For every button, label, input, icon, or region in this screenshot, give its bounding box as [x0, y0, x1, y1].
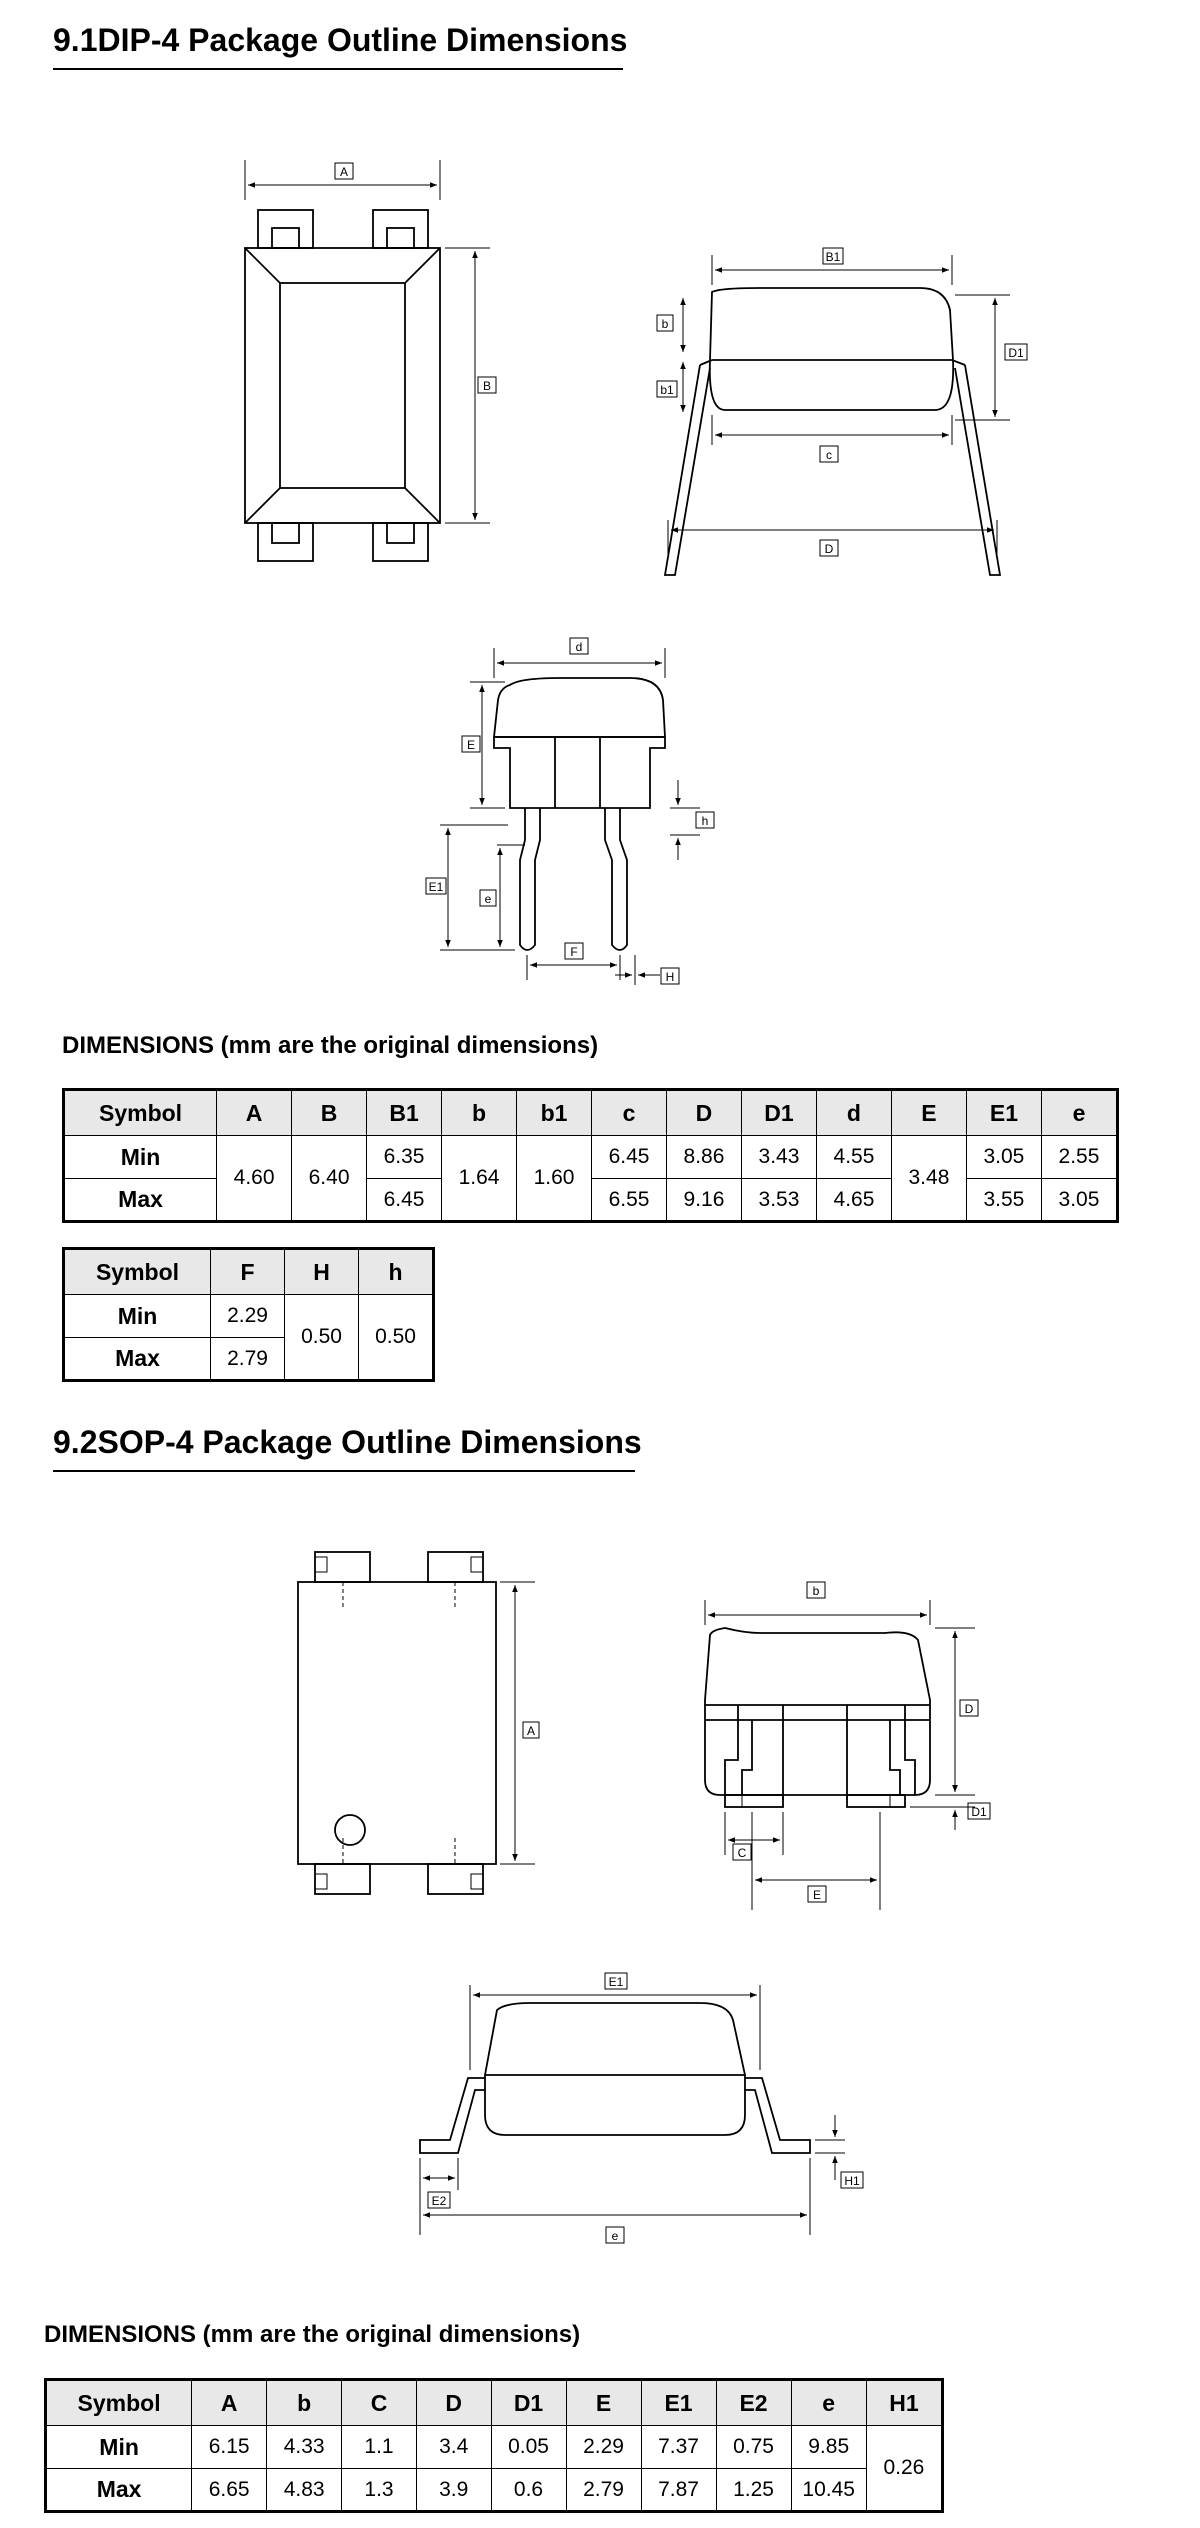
header-cell: b — [442, 1090, 517, 1136]
dim-label-B1: B1 — [825, 250, 841, 264]
dim-label-E: E — [466, 738, 476, 752]
table-header-row — [46, 2380, 943, 2426]
cell-D1-min: 0.05 — [491, 2426, 566, 2469]
cell-B: 6.40 — [292, 1136, 367, 1222]
title-underline — [53, 1470, 635, 1472]
header-cell: B — [292, 1090, 367, 1136]
dim-label-B: B — [482, 379, 492, 393]
header-cell: Symbol — [64, 1249, 211, 1295]
dim-label-E1: E1 — [608, 1975, 624, 1989]
header-cell: e — [1041, 1090, 1117, 1136]
cell-E1-max: 7.87 — [641, 2469, 716, 2512]
row-label-max: Max — [64, 1338, 211, 1381]
dip4-outline-drawing — [0, 0, 1200, 1000]
cell-E2-min: 0.75 — [716, 2426, 791, 2469]
dim-label-c: c — [826, 448, 832, 462]
header-cell: E — [891, 1090, 966, 1136]
dimensions-title-dip4: DIMENSIONS (mm are the original dimensions) — [62, 1032, 599, 1059]
cell-A-max: 6.65 — [192, 2469, 267, 2512]
row-label-min: Min — [64, 1295, 211, 1338]
cell-b-max: 4.83 — [267, 2469, 342, 2512]
header-cell: Symbol — [46, 2380, 192, 2426]
cell-B1-min: 6.35 — [367, 1136, 442, 1179]
dim-label-b: b — [661, 317, 669, 331]
cell-d-max: 4.65 — [816, 1179, 891, 1222]
dim-label-h: h — [701, 814, 709, 828]
cell-E2-max: 1.25 — [716, 2469, 791, 2512]
dim-label-b1: b1 — [660, 383, 674, 397]
cell-D-min: 8.86 — [667, 1136, 742, 1179]
cell-E1-max: 3.55 — [966, 1179, 1041, 1222]
header-cell: b — [267, 2380, 342, 2426]
header-cell: E — [566, 2380, 641, 2426]
dim-label-e: e — [611, 2229, 619, 2243]
cell-h: 0.50 — [359, 1295, 434, 1381]
header-cell: D1 — [741, 1090, 816, 1136]
header-cell: B1 — [367, 1090, 442, 1136]
cell-D1-max: 3.53 — [741, 1179, 816, 1222]
row-label-max: Max — [64, 1179, 217, 1222]
dim-label-D: D — [824, 542, 834, 556]
header-cell: D1 — [491, 2380, 566, 2426]
cell-c-min: 6.45 — [592, 1136, 667, 1179]
cell-b1: 1.60 — [517, 1136, 592, 1222]
table-row-min — [64, 1295, 434, 1338]
dim-label-D1: D1 — [971, 1805, 987, 1819]
dim-label-C: C — [737, 1846, 747, 1860]
table-header-row — [64, 1090, 1118, 1136]
cell-H1: 0.26 — [866, 2426, 942, 2512]
sop4-outline-drawing — [0, 1500, 1200, 2300]
cell-e-min: 9.85 — [791, 2426, 866, 2469]
dim-label-E2: E2 — [431, 2194, 447, 2208]
dimensions-title-sop4: DIMENSIONS (mm are the original dimensions) — [44, 2321, 581, 2348]
cell-d-min: 4.55 — [816, 1136, 891, 1179]
cell-b: 1.64 — [442, 1136, 517, 1222]
dimensions-table-dip4-extra — [62, 1247, 435, 1382]
table-row-max — [46, 2469, 943, 2512]
header-cell: H1 — [866, 2380, 942, 2426]
row-label-max: Max — [46, 2469, 192, 2512]
cell-E1-min: 3.05 — [966, 1136, 1041, 1179]
dim-label-E: E — [812, 1888, 822, 1902]
dim-label-e: e — [484, 892, 492, 906]
header-cell: D — [667, 1090, 742, 1136]
cell-E: 3.48 — [891, 1136, 966, 1222]
dim-label-E1: E1 — [428, 880, 444, 894]
cell-E1-min: 7.37 — [641, 2426, 716, 2469]
cell-c-max: 6.55 — [592, 1179, 667, 1222]
cell-F-min: 2.29 — [211, 1295, 285, 1338]
header-cell: A — [217, 1090, 292, 1136]
cell-D1-min: 3.43 — [741, 1136, 816, 1179]
cell-H: 0.50 — [285, 1295, 359, 1381]
header-cell: A — [192, 2380, 267, 2426]
header-cell: d — [816, 1090, 891, 1136]
dimensions-table-sop4 — [44, 2378, 944, 2513]
dim-label-b: b — [812, 1584, 820, 1598]
cell-e-min: 2.55 — [1041, 1136, 1117, 1179]
header-cell: C — [342, 2380, 417, 2426]
cell-B1-max: 6.45 — [367, 1179, 442, 1222]
cell-D-min: 3.4 — [416, 2426, 491, 2469]
row-label-min: Min — [46, 2426, 192, 2469]
cell-F-max: 2.79 — [211, 1338, 285, 1381]
header-cell: F — [211, 1249, 285, 1295]
cell-C-max: 1.3 — [342, 2469, 417, 2512]
table-row-min — [64, 1136, 1118, 1179]
table-row-min — [46, 2426, 943, 2469]
dim-label-H: H — [665, 970, 675, 984]
cell-C-min: 1.1 — [342, 2426, 417, 2469]
dim-label-d: d — [575, 640, 583, 654]
section-title-sop4: 9.2SOP-4 Package Outline Dimensions — [53, 1424, 642, 1460]
cell-D-max: 9.16 — [667, 1179, 742, 1222]
cell-b-min: 4.33 — [267, 2426, 342, 2469]
header-cell: E1 — [966, 1090, 1041, 1136]
header-cell: E1 — [641, 2380, 716, 2426]
dim-label-A: A — [526, 1724, 536, 1738]
dim-label-D1: D1 — [1008, 346, 1024, 360]
dim-label-A: A — [339, 165, 349, 179]
cell-E-min: 2.29 — [566, 2426, 641, 2469]
cell-E-max: 2.79 — [566, 2469, 641, 2512]
table-header-row — [64, 1249, 434, 1295]
dim-label-D: D — [964, 1702, 974, 1716]
section-title-dip4: 9.1DIP-4 Package Outline Dimensions — [53, 22, 628, 58]
header-cell: e — [791, 2380, 866, 2426]
header-cell: E2 — [716, 2380, 791, 2426]
header-cell: D — [416, 2380, 491, 2426]
cell-A: 4.60 — [217, 1136, 292, 1222]
header-cell: h — [359, 1249, 434, 1295]
dim-label-H1: H1 — [844, 2174, 860, 2188]
header-cell: H — [285, 1249, 359, 1295]
cell-e-max: 10.45 — [791, 2469, 866, 2512]
header-cell: c — [592, 1090, 667, 1136]
header-cell: Symbol — [64, 1090, 217, 1136]
row-label-min: Min — [64, 1136, 217, 1179]
cell-D1-max: 0.6 — [491, 2469, 566, 2512]
cell-A-min: 6.15 — [192, 2426, 267, 2469]
dim-label-F: F — [570, 945, 578, 959]
cell-D-max: 3.9 — [416, 2469, 491, 2512]
dimensions-table-dip4 — [62, 1088, 1119, 1223]
header-cell: b1 — [517, 1090, 592, 1136]
cell-e-max: 3.05 — [1041, 1179, 1117, 1222]
